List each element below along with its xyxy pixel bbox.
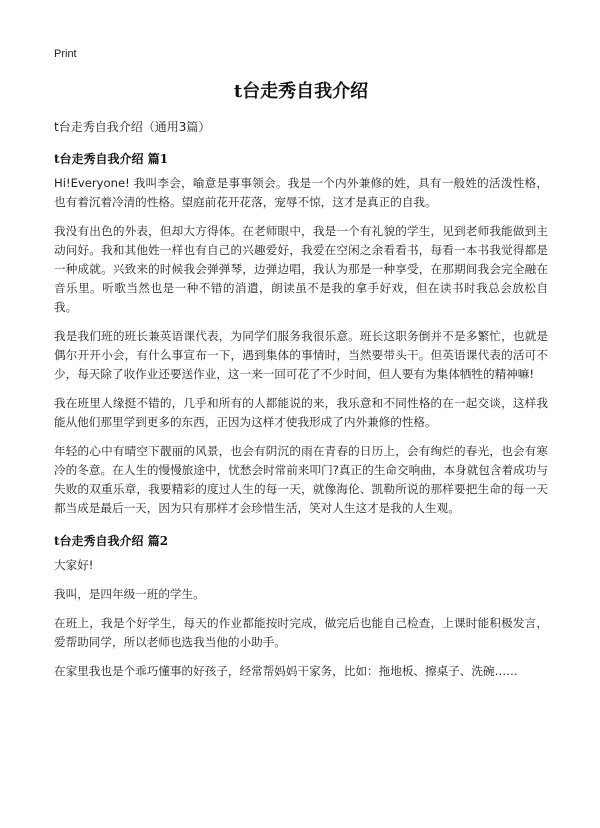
paragraph: 我是我们班的班长兼英语课代表，为同学们服务我很乐意。班长这职务倒并不是多繁忙，也就是偶尔开开小会，有什么事宣布一下，遇到集体的事情时，当然要带头干。但英语课代表的活可不少，每天除了收作业还要送作业，这一来一回可花了不少时间，但人要有为集体牺牲的精神嘛! <box>54 329 548 381</box>
section-heading-2: t台走秀自我介绍 篇2 <box>54 534 169 548</box>
paragraph: 大家好! <box>54 558 94 572</box>
paragraph: 在班上，我是个好学生，每天的作业都能按时完成，做完后也能自己检查，上课时能积极发言，爱帮助同学，所以老师也选我当他的小助手。 <box>54 616 548 649</box>
document-page <box>54 76 548 691</box>
paragraph: 我在班里人缘挺不错的，几乎和所有的人都能说的来，我乐意和不同性格的在一起交谈，这样我能从他们那里学到更多的东西，正因为这样才使我形成了内外兼修的性格。 <box>54 396 548 429</box>
page-title: t台走秀自我介绍 <box>233 81 369 102</box>
paragraph: 我叫，是四年级一班的学生。 <box>54 587 205 601</box>
paragraph: 我没有出色的外表，但却大方得体。在老师眼中，我是一个有礼貌的学生，见到老师我能做到主动问好。我和其他姓一样也有自己的兴趣爱好，我爱在空闲之余看看书，每看一本书我觉得都是一种成就。兴致来的时候我会弹弹琴，边弹边唱，我认为那是一种享受，在那期间我会完全融在音乐里。听歌当然也是一种不错的消遣，朗读虽不是我的拿手好戏，但在读书时我总会放松自我。 <box>54 224 548 314</box>
paragraph: Hi!Everyone! 我叫李会，喻意是事事领会。我是一个内外兼修的姓，具有一般姓的活泼性格，也有着沉着冷清的性格。望庭前花开花落，宠辱不惊，这才是真正的自我。 <box>54 176 548 209</box>
paragraph: 年轻的心中有晴空下靓丽的风景，也会有阴沉的雨在青春的日历上，会有绚烂的春光，也会有寒冷的冬意。在人生的慢慢旅途中，忧愁会时常前来叩门?真正的生命交响曲，本身就包含着成功与失败的双重乐章，我要精彩的度过人生的每一天，就像海伦、凯勒所说的那样要把生命的每一天都当成是最后一天，因为只有那样才会珍惜生活，笑对人生这才是我的人生观。 <box>54 444 548 515</box>
print-link[interactable]: Print <box>54 48 77 60</box>
section-heading-1: t台走秀自我介绍 篇1 <box>54 152 169 166</box>
paragraph: 在家里我也是个乖巧懂事的好孩子，经常帮妈妈干家务，比如：拖地板、擦桌子、洗碗…… <box>54 664 518 678</box>
document-subtitle: t台走秀自我介绍（通用3篇） <box>54 120 211 134</box>
